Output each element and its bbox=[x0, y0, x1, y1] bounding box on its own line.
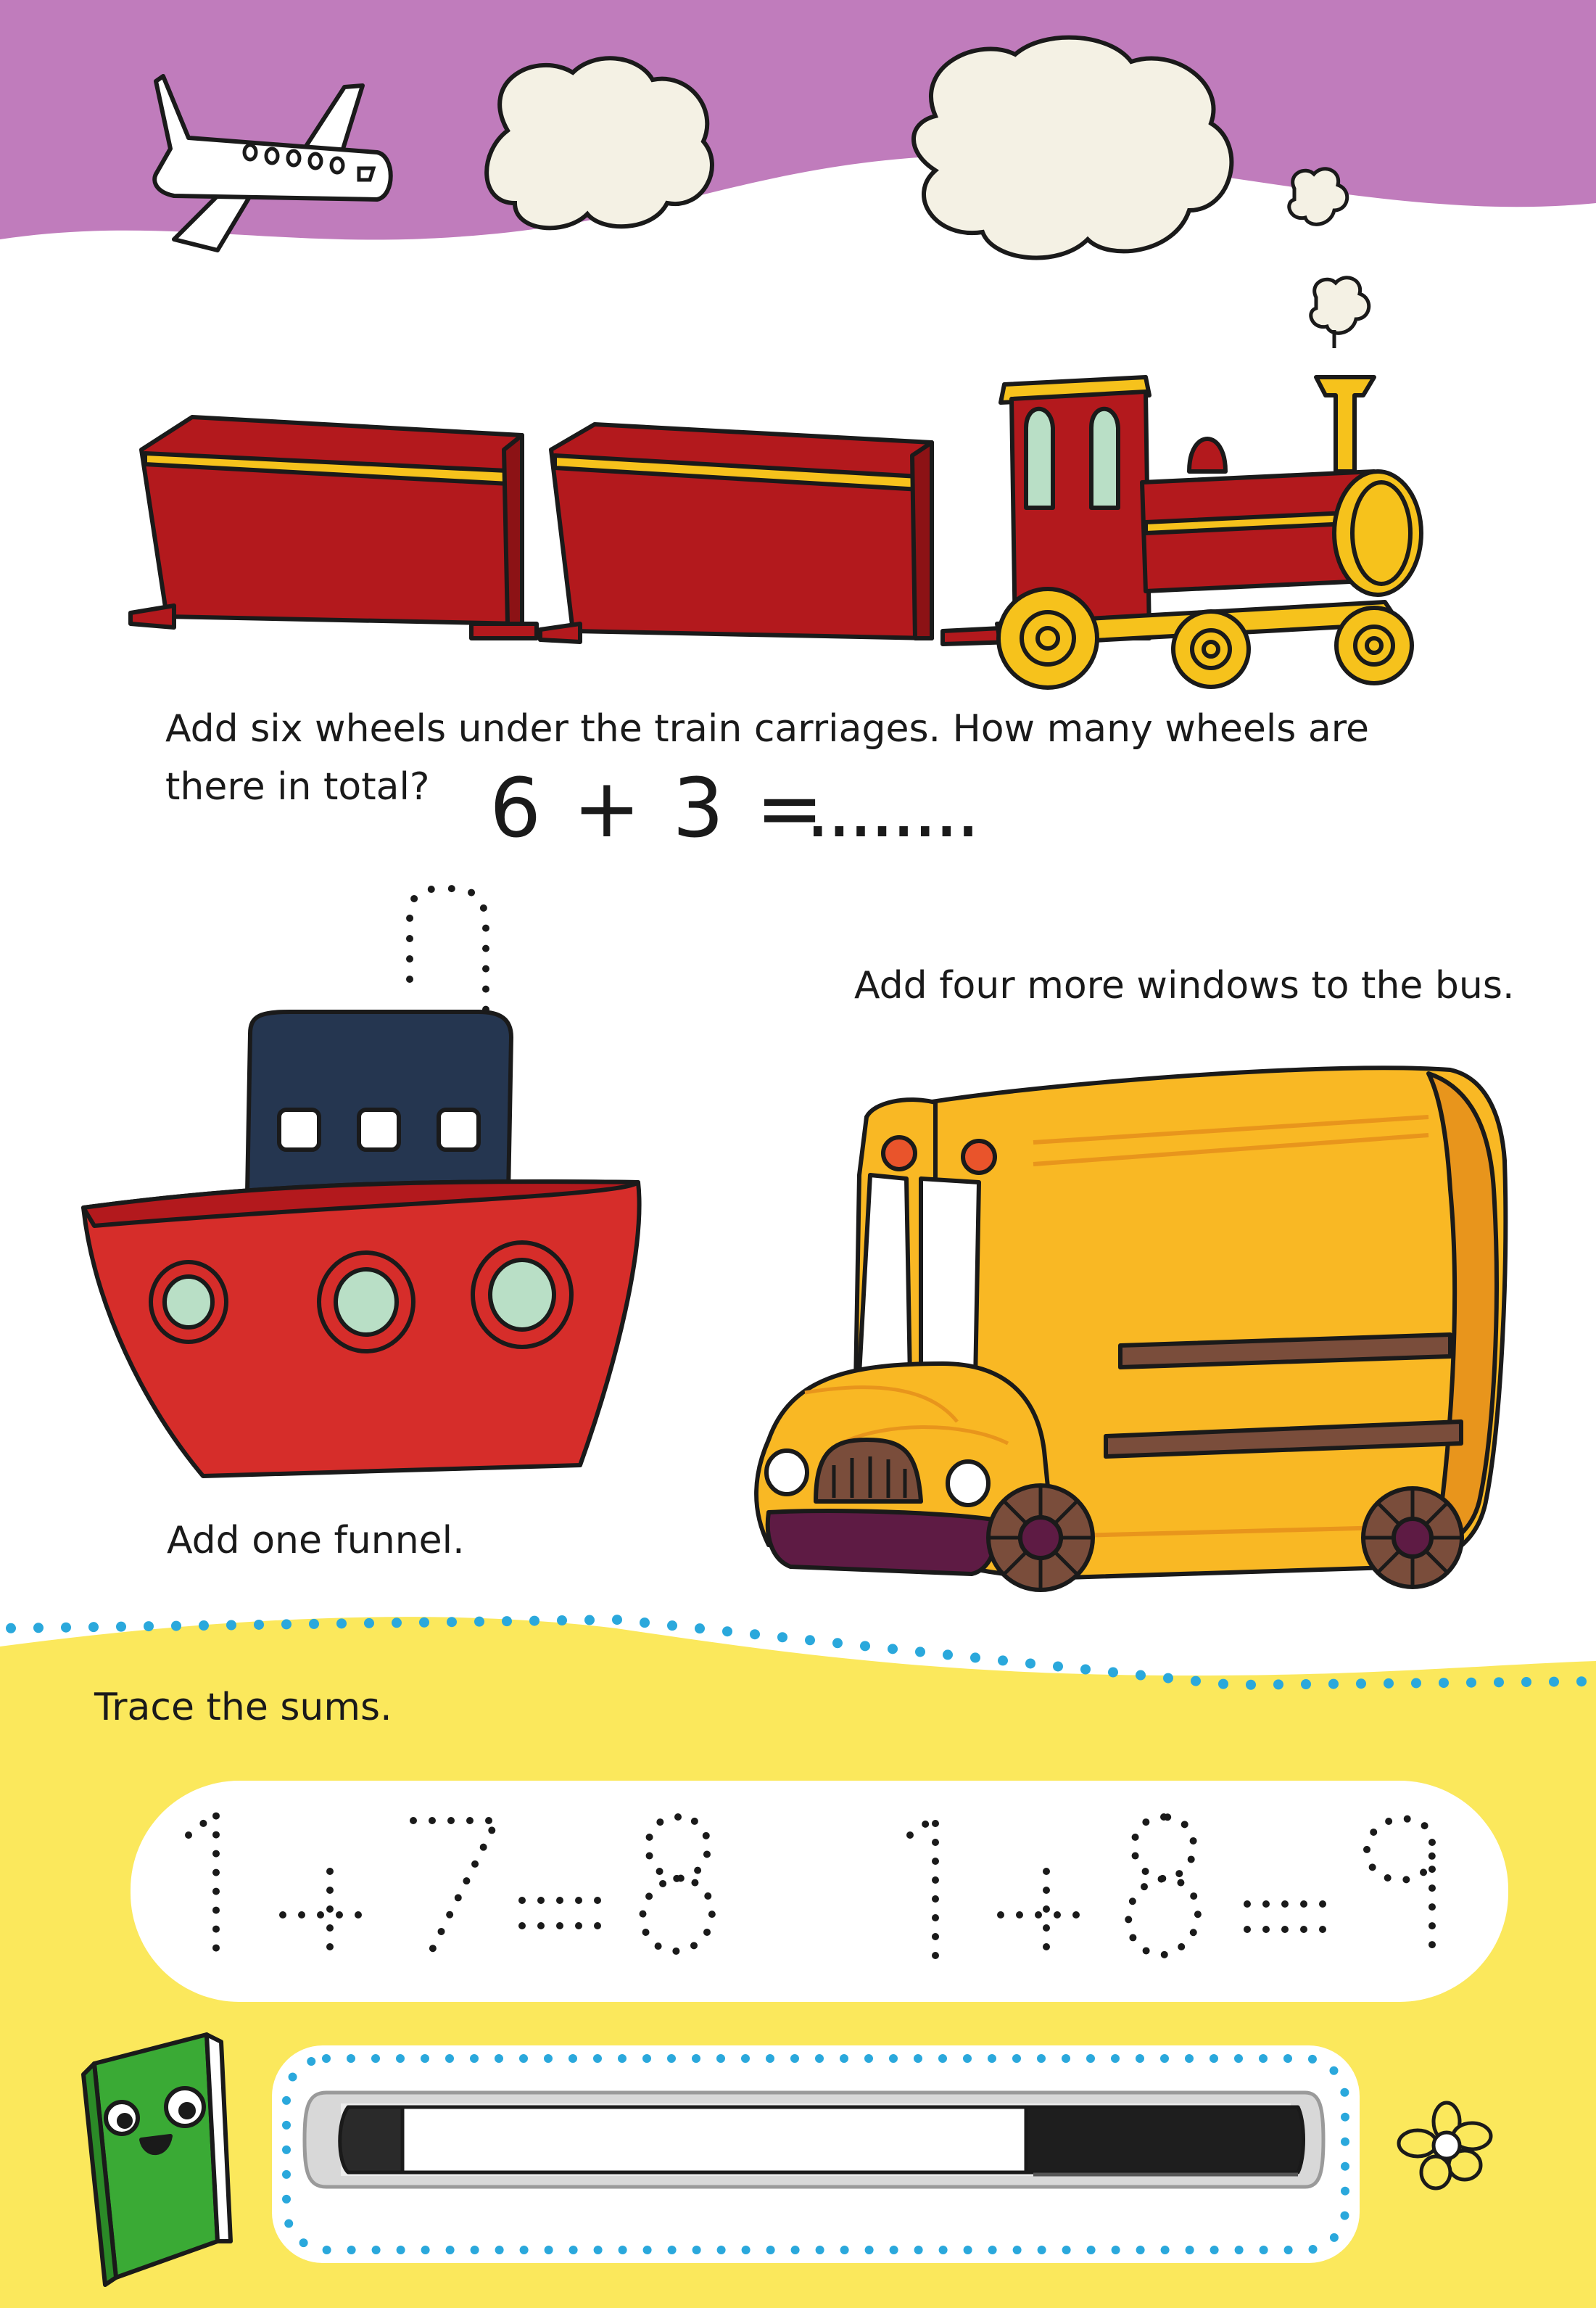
train-instruction-line1: Add six wheels under the train carriages. How many wheels are bbox=[165, 707, 1369, 751]
train-instruction-line2: there in total? bbox=[165, 765, 430, 809]
answer-blank[interactable]: ........ bbox=[805, 762, 977, 856]
boat-instruction: Add one funnel. bbox=[167, 1519, 465, 1562]
train-sum: 6 + 3 = bbox=[489, 762, 827, 856]
trace-instruction: Trace the sums. bbox=[94, 1686, 392, 1729]
bus-instruction: Add four more windows to the bus. bbox=[854, 964, 1515, 1007]
